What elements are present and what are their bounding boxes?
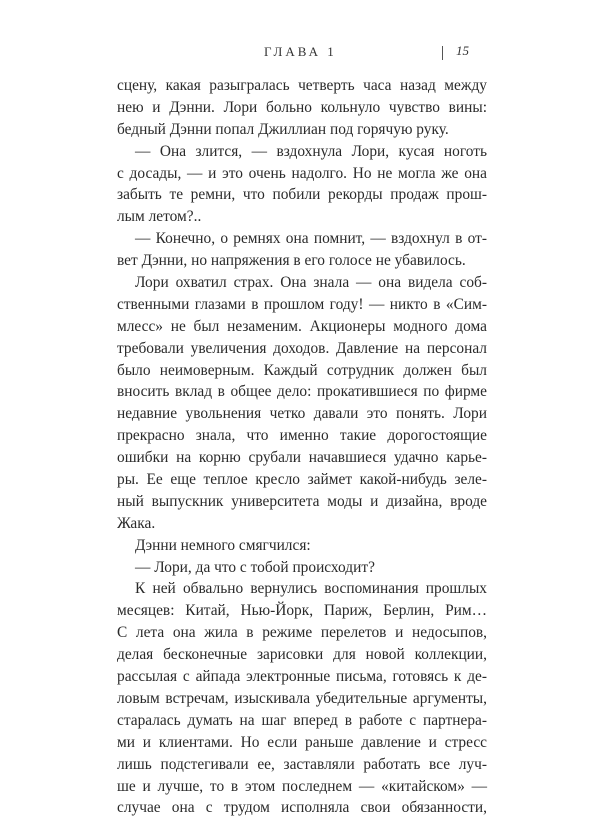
text-line: с досады, — и это очень надолго. Но не могла же она [117, 164, 487, 182]
text-line: было неимоверным. Каждый сотрудник должен был [117, 361, 487, 379]
text-line: делая бесконечные зарисовки для новой коллекции, [117, 646, 487, 664]
text-line: ошибки на корню срубали начавшиеся удачно карье- [117, 449, 487, 467]
running-head [0, 44, 600, 68]
text-line: вносить вклад в общее дело: прокатившиеся по фирме [117, 383, 487, 401]
text-line: С лета она жила в режиме перелетов и недосыпов, [117, 624, 487, 642]
text-line: бедный Дэнни попал Джиллиан под горячую руку. [117, 120, 449, 138]
text-line: — Лори, да что с тобой происходит? [135, 558, 375, 576]
text-line: нею и Дэнни. Лори больно кольнуло чувство вины: [117, 98, 487, 116]
text-line: Дэнни немного смягчился: [135, 536, 311, 554]
text-line: прекрасно знала, что именно такие дорогостоящие [117, 427, 487, 445]
text-line: ми и клиентами. Но если раньше давление и стресс [117, 733, 487, 751]
chapter-title: ГЛАВА 1 [264, 44, 337, 59]
text-line: сцену, какая разыгралась четверть часа назад между [117, 77, 487, 94]
header-divider [442, 46, 443, 60]
text-line: старалась думать на шаг вперед в работе с партнера- [117, 711, 487, 729]
text-line: ный выпускник университета моды и дизайна, вроде [117, 492, 487, 510]
text-line: — Она злится, — вздохнула Лори, кусая ноготь [135, 142, 487, 160]
text-line: — Конечно, о ремнях она помнит, — вздохнул в от- [135, 230, 487, 248]
text-line: Жака. [117, 514, 156, 532]
text-line: млесс» не был незаменим. Акционеры модного дома [117, 317, 487, 335]
text-line: забыть те ремни, что побили рекорды продаж прош- [117, 186, 487, 204]
page-number: 15 [456, 43, 469, 58]
text-line: требовали увеличения доходов. Давление на персонал [117, 339, 487, 357]
text-line: рассылая с айпада электронные письма, готовясь к де- [117, 668, 487, 686]
body-text [117, 75, 487, 819]
text-line: лым летом?.. [117, 208, 202, 226]
text-line: вет Дэнни, но напряжения в его голосе не убавилось. [117, 252, 466, 270]
text-line: К ней обвально вернулись воспоминания прошлых [135, 580, 487, 598]
text-line: случае она с трудом исполняла свои обязанности, [117, 799, 487, 817]
text-line: месяцев: Китай, Нью-Йорк, Париж, Берлин, Рим… [117, 602, 487, 620]
text-line: лишь подстегивали ее, заставляли работать все луч- [117, 755, 487, 773]
text-line: ственными глазами в прошлом году! — никто в «Сим- [117, 295, 487, 313]
text-line: ловым встречам, изыскивала убедительные аргументы, [117, 689, 487, 707]
text-line: недавние увольнения четко давали это понять. Лори [117, 405, 487, 423]
text-line: ры. Ее еще теплое кресло займет какой-нибудь зеле- [117, 471, 487, 489]
text-line: Лори охватил страх. Она знала — она видела соб- [135, 274, 487, 292]
text-line: ше и лучше, то в этом последнем — «китайском» — [117, 777, 487, 795]
